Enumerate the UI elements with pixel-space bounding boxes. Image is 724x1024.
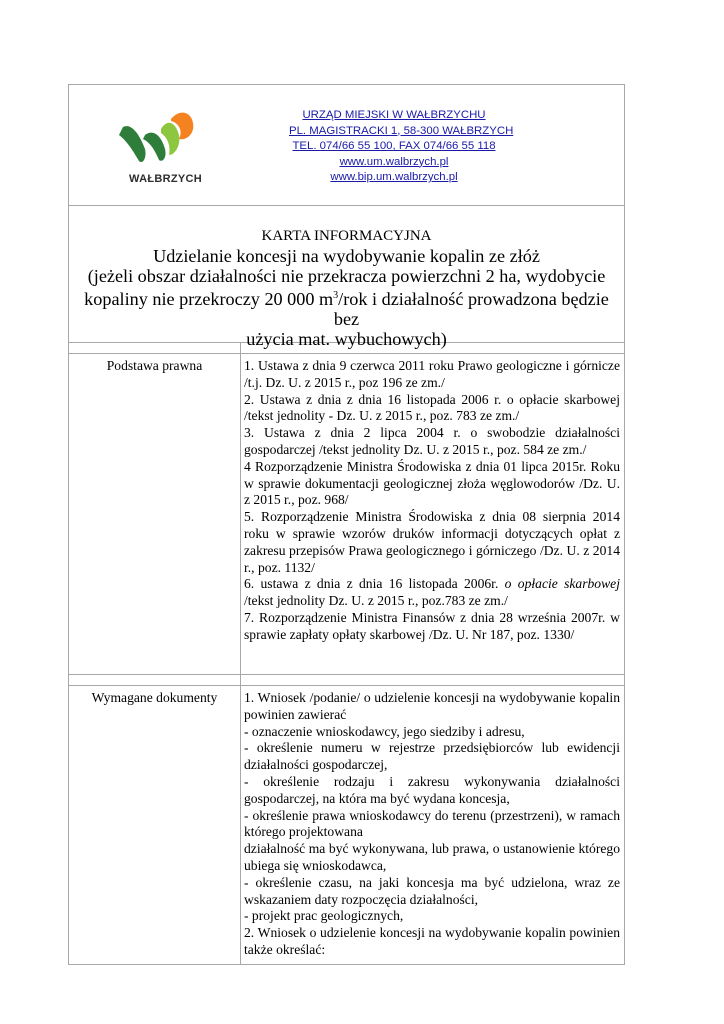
contact-block [289,108,514,186]
document-line: - projekt prac geologicznych, [244,908,404,924]
info-card-table [68,84,625,965]
website-link[interactable]: www.um.walbrzych.pl [339,155,449,168]
legal-basis-row [69,354,624,675]
document-line: - określenie prawa wnioskodawcy do terenu (przestrzeni), w ramach którego projektowana [244,807,620,840]
legal-item: 2. Ustawa z dnia z dnia 16 listopada 2006 r. o opłacie skarbowej /tekst jednolity - Dz. U. z 2015 r., poz. 783 ze zm./ [244,391,620,424]
document-line: - określenie rodzaju i zakresu wykonywania działalności gospodarczej, na która ma być wydana koncesja, [244,773,620,806]
title-line: (jeżeli obszar działalności nie przekracza powierzchni 2 ha, wydobycie [87,266,606,286]
legal-item: 3. Ustawa z dnia 2 lipca 2004 r. o swobodzie działalności gospodarczej /tekst jednolity Dz. U. z 2015 r., poz. 584 ze zm./ [244,425,620,457]
document-line: - oznaczenie wnioskodawcy, jego siedziby i adresu, [244,723,525,739]
title-line: Udzielanie koncesji na wydobywanie kopalin ze złóż [153,246,540,266]
legal-basis-content [241,354,624,674]
bip-link[interactable]: www.bip.um.walbrzych.pl [330,171,458,183]
legal-item: 6. ustawa z dnia z dnia 16 listopada 2006r. o opłacie skarbowej /tekst jednolity Dz. U. z 2015 r., poz.783 ze zm./ [244,576,620,609]
spacer-row [69,675,624,686]
document-line: - określenie czasu, na jaki koncesja ma być udzielona, wraz ze wskazaniem daty rozpoczęcia działalności, [244,874,620,907]
logo-text: WAŁBRZYCH [129,173,202,185]
card-label: KARTA INFORMACYJNA [261,228,432,244]
legal-item: 7. Rozporządzenie Ministra Finansów z dnia 28 września 2007r. w sprawie zapłaty opłaty skarbowej /Dz. U. Nr 187, poz. 1330/ [244,609,620,642]
title-line: kopaliny nie przekroczy 20 000 $m^3$/rok i działalność prowadzona będzie bez [84,289,609,330]
document-line: działalność ma być wykonywana, lub prawa, o ustanowienie którego ubiega się wnioskodawca, [244,841,620,873]
office-name: URZĄD MIEJSKI W WAŁBRZYCHU [302,109,486,121]
header-row [69,85,624,206]
office-phone: TEL. 074/66 55 100, FAX 074/66 55 118 [292,140,496,152]
office-address: PL. MAGISTRACKI 1, 58-300 WAŁBRZYCH [289,124,514,137]
documents-content [241,686,624,964]
documents-row [69,686,624,965]
documents-label: Wymagane dokumenty [69,686,241,964]
title-line: użycia mat. wybuchowych) [246,329,447,350]
page-title [77,246,616,349]
legal-item: 4 Rozporządzenie Ministra Środowiska z dnia 01 lipca 2015r. Roku w sprawie dokumentacji geologicznej złoża węglowodorów /Dz. U. z 2015 r., poz. 968/ [244,458,620,508]
document-line: - określenie numeru w rejestrze przedsiębiorców lub ewidencji działalności gospodarczej, [244,740,620,773]
legal-basis-label: Podstawa prawna [69,354,241,674]
document-line: 2. Wniosek o udzielenie koncesji na wydobywanie kopalin powinien także określać: [244,925,620,957]
legal-item: 5. Rozporządzenie Ministra Środowiska z dnia 08 sierpnia 2014 roku w sprawie wzorów druków informacji dotyczących opłat z zakresu przepisów Prawa geologicznego i górniczego /Dz. U. z 2014 r., poz. 1132/ [244,509,620,575]
title-row [69,206,624,350]
legal-item: 1. Ustawa z dnia 9 czerwca 2011 roku Prawo geologiczne i górnicze /t.j. Dz. U. z 2015 r., poz 196 ze zm./ [244,358,620,390]
document-line: 1. Wniosek /podanie/ o udzielenie koncesji na wydobywanie kopalin powinien zawierać [244,690,620,722]
